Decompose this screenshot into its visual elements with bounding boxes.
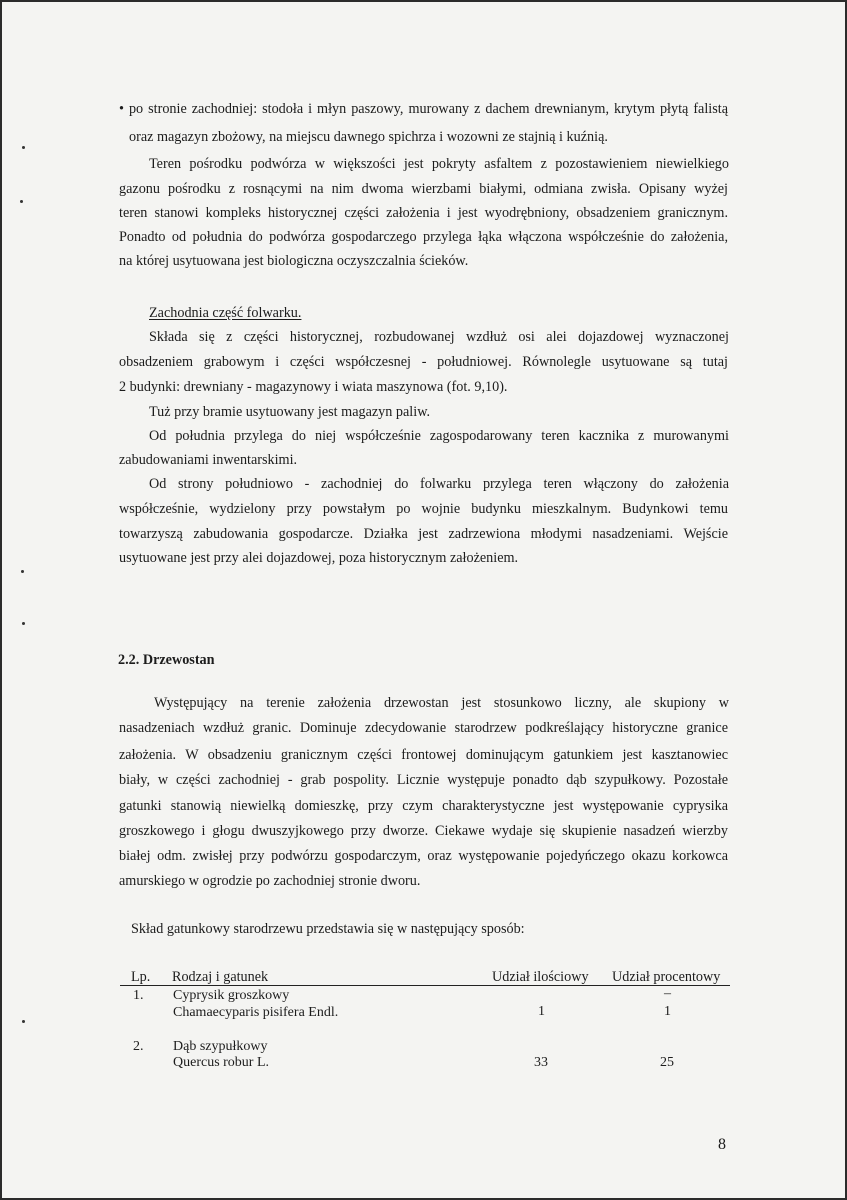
scan-speck <box>21 570 24 573</box>
paragraph-line: obsadzeniem grabowym i części współczesnej - południowej. Równolegle usytuowane są tutaj <box>119 354 728 370</box>
section-heading: Zachodnia część folwarku. <box>149 305 302 321</box>
row-percent-mark: – <box>664 986 671 1001</box>
paragraph-line: Tuż przy bramie usytuowany jest magazyn paliw. <box>149 404 431 420</box>
row-lp: 1. <box>133 988 144 1003</box>
row-name: Dąb szypułkowy <box>173 1039 268 1054</box>
scan-speck <box>20 200 23 203</box>
paragraph-line: współcześnie, wydzielony przy powstałym po wojnie budynku mieszkalnym. Budynkowi temu <box>119 501 728 517</box>
table-header-lp: Lp. <box>131 969 151 985</box>
paragraph-line: 2 budynki: drewniany - magazynowy i wiata maszynowa (fot. 9,10). <box>119 379 508 395</box>
paragraph-line: teren stanowi kompleks historycznej części założenia i jest wyodrębniony, obsadzeniem granicznym. <box>119 205 728 221</box>
paragraph-line: usytuowane jest przy alei dojazdowej, poza historycznym założeniem. <box>119 550 519 566</box>
paragraph-line: gazonu pośrodku z rosnącymi na nim dwoma wierzbami białymi, odmiana zwisła. Opisany wyżej <box>119 181 728 197</box>
paragraph-line: oraz magazyn zbożowy, na miejscu dawnego spichrza i wozowni ze stajnią i kuźnią. <box>129 129 608 145</box>
paragraph-line: gatunki stanowią niewielką domieszkę, przy czym charakterystyczne jest występowanie cyprysika <box>119 798 728 814</box>
paragraph-line: • po stronie zachodniej: stodoła i młyn paszowy, murowany z dachem drewnianym, krytym płytą falistą <box>119 101 728 117</box>
paragraph-line: nasadzeniach wzdłuż granic. Dominuje zdecydowanie starodrzew podkreślający historyczne granice <box>119 720 728 736</box>
paragraph-line: Występujący na terenie założenia drzewostan jest stosunkowo liczny, ale skupiony w <box>154 695 729 711</box>
paragraph-line: amurskiego w ogrodzie po zachodniej stronie dworu. <box>119 873 421 889</box>
row-count: 33 <box>534 1055 548 1070</box>
page-number: 8 <box>718 1136 726 1153</box>
chapter-heading: 2.2. Drzewostan <box>118 652 215 668</box>
paragraph-line: biały, w części zachodniej - grab pospolity. Licznie występuje ponadto dąb szypułkowy. Pozostałe <box>119 772 728 788</box>
scan-speck <box>22 146 25 149</box>
scan-speck <box>22 1020 25 1023</box>
paragraph-line: białej odm. zwisłej przy podwórzu gospodarczym, oraz występowanie pojedyńczego okazu korkowca <box>119 848 728 864</box>
paragraph-line: założenia. W obsadzeniu granicznym części frontowej dominującym gatunkiem jest kasztanowiec <box>119 747 728 763</box>
row-percent: 1 <box>664 1004 671 1019</box>
table-intro: Skład gatunkowy starodrzewu przedstawia się w następujący sposób: <box>131 921 525 937</box>
table-header-rodzaj: Rodzaj i gatunek <box>172 969 269 985</box>
paragraph-line: Od strony południowo - zachodniej do folwarku przylega teren włączony do założenia <box>149 476 729 492</box>
table-header-ilosciowy: Udział ilościowy <box>492 969 589 985</box>
row-lp: 2. <box>133 1039 144 1054</box>
row-latin: Quercus robur L. <box>173 1055 270 1070</box>
scan-speck <box>22 622 25 625</box>
paragraph-line: Składa się z części historycznej, rozbudowanej wzdłuż osi alei dojazdowej wyznaczonej <box>149 329 729 345</box>
paragraph-line: na której usytuowana jest biologiczna oczyszczalnia ścieków. <box>119 253 469 269</box>
table-header-procentowy: Udział procentowy <box>612 969 721 985</box>
paragraph-line: groszkowego i głogu dwuszyjkowego przy dworze. Ciekawe wydaje się skupienie nasadzeń wierzby <box>119 823 728 839</box>
paragraph-line: towarzyszą zabudowania gospodarcze. Działka jest zadrzewiona młodymi nasadzeniami. Wejście <box>119 526 728 542</box>
row-count: 1 <box>538 1004 545 1019</box>
paragraph-line: zabudowaniami inwentarskimi. <box>119 452 298 468</box>
row-name: Cyprysik groszkowy <box>173 988 290 1003</box>
paragraph-line: Teren pośrodku podwórza w większości jest pokryty asfaltem z pozostawieniem niewielkiego <box>149 156 729 172</box>
paragraph-line: Ponadto od południa do podwórza gospodarczego przylega łąka włączona współcześnie do założenia, <box>119 229 728 245</box>
paragraph-line: Od południa przylega do niej współcześnie zagospodarowany teren kacznika z murowanymi <box>149 428 729 444</box>
document-page <box>2 2 845 1198</box>
row-latin: Chamaecyparis pisifera Endl. <box>173 1005 339 1020</box>
table-header-rule <box>120 985 730 986</box>
row-percent: 25 <box>660 1055 674 1070</box>
